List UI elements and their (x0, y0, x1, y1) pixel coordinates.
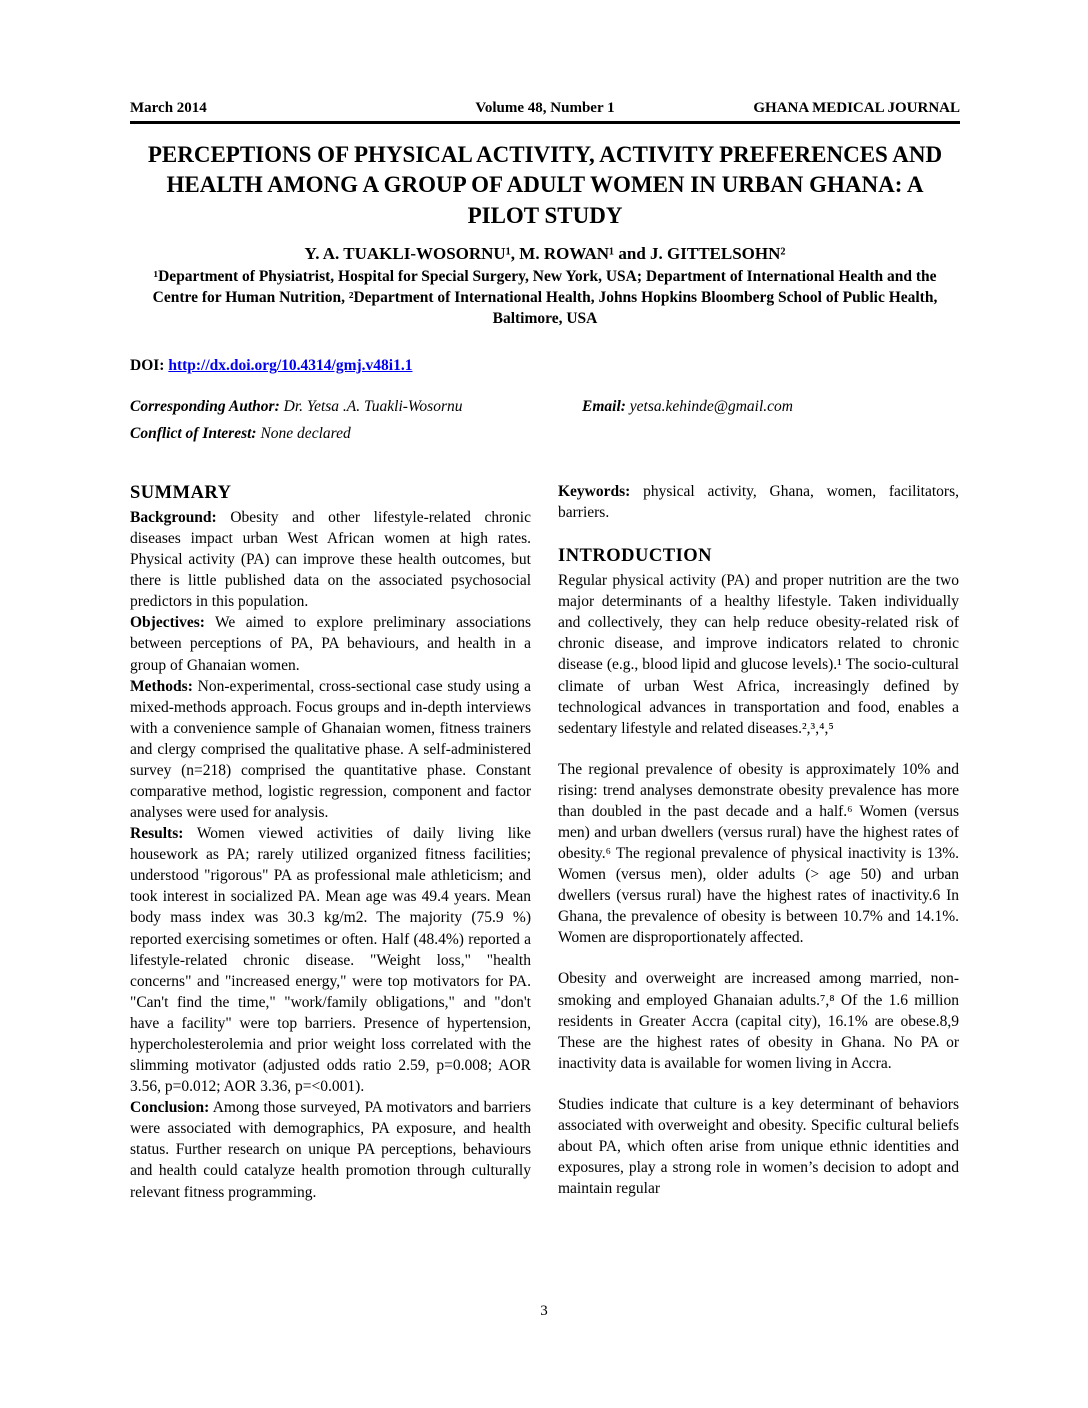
keywords (558, 481, 959, 523)
header-volume: Volume 48, Number 1 (475, 100, 615, 116)
introduction-paragraph: The regional prevalence of obesity is approximately 10% and rising: trend analyses demonstrate obesity prevalence has more than doubled in the past decade and a half.⁶ Women (versus men) and urban dwellers (versus rural) have the highest rates of obesity.⁶ The regional prevalence of physical inactivity is 13%. Women (versus men), older adults (> age 50) and urban dwellers (versus rural) have the highest rates of inactivity.6 In Ghana, the prevalence of obesity is between 10.7% and 14.1%. Women are disproportionately affected. (558, 760, 959, 947)
corresponding-label: Corresponding Author: (130, 397, 280, 415)
affiliations: ¹Department of Physiatrist, Hospital for Special Surgery, New York, USA; Department of International Health and the Centre for Human Nutrition, ²Department of International Health, Johns Hopkins Bloomberg School of Public Health, Baltimore, USA (152, 268, 938, 327)
conflict-of-interest (130, 425, 351, 443)
summary-background-text: Obesity and other lifestyle-related chronic diseases impact urban West African women at high rates. Physical activity (PA) can improve these health outcomes, but there is little published data on the associated psychosocial predictors in this population. (130, 509, 531, 611)
introduction-paragraph: Studies indicate that culture is a key determinant of behaviors associated with overweight and obesity. Specific cultural beliefs about PA, which often arise from unique ethnic identities and exposures, play a strong role in women’s decision to adopt and maintain regular (558, 1095, 959, 1198)
summary-objectives (130, 612, 531, 675)
header-journal: GHANA MEDICAL JOURNAL (753, 100, 961, 116)
email (582, 398, 793, 416)
keywords-label: Keywords: (558, 482, 631, 500)
summary-conclusion-text: Among those surveyed, PA motivators and barriers were associated with demographics, PA exposure, and health status. Further research on unique PA perceptions, behaviours and health could catalyze health promotion through culturally relevant fitness programming. (130, 1099, 531, 1201)
conflict-label: Conflict of Interest: (130, 424, 257, 442)
page-number: 3 (540, 1303, 548, 1319)
summary-background (130, 507, 531, 612)
conflict-row (130, 425, 960, 443)
summary-methods-label: Methods: (130, 677, 193, 695)
summary-objectives-text: We aimed to explore preliminary associations between perceptions of PA, PA behaviours, and health in a group of Ghanaian women. (130, 614, 531, 674)
summary-results-label: Results: (130, 825, 184, 843)
summary-conclusion-label: Conclusion: (130, 1099, 210, 1117)
keywords-text: physical activity, Ghana, women, facilitators, barriers. (558, 482, 959, 521)
summary-methods (130, 676, 531, 824)
header-rule (130, 121, 960, 124)
summary-results-text: Women viewed activities of daily living like housework as PA; rarely utilized organized fitness facilities; understood "rigorous" PA as professional male athleticism; and took interest in socialized PA. Mean age was 49.4 years. Mean body mass index was 30.3 kg/m2. The majority (75.9 %) reported exercising sometimes or often. Half (48.4%) reported a lifestyle-related chronic disease. "Weight loss," "health concerns" and "increased energy," were top motivators for PA. "Can't find the time," "work/family obligations," and "don't have a facility" were top barriers. Presence of hypertension, hypercholesterolemia and prior weight loss correlated with the slimming motivator (adjusted odds ratio 2.59, p=0.008; AOR 3.56, p=0.012; AOR 3.36, p=<0.001). (130, 825, 531, 1096)
doi-label: DOI: (130, 356, 165, 374)
corresponding-value: Dr. Yetsa .A. Tuakli-Wosornu (283, 397, 463, 415)
doi-link[interactable]: http://dx.doi.org/10.4314/gmj.v48i1.1 (168, 356, 413, 374)
doi-line (130, 357, 960, 375)
summary-objectives-label: Objectives: (130, 614, 205, 632)
conflict-value: None declared (260, 424, 351, 442)
summary-conclusion (130, 1097, 531, 1202)
email-value: yetsa.kehinde@gmail.com (629, 397, 793, 415)
header-date: March 2014 (130, 100, 207, 116)
summary-background-label: Background: (130, 509, 217, 526)
email-label: Email: (582, 397, 626, 415)
summary-heading: SUMMARY (130, 482, 232, 503)
running-header (130, 100, 960, 117)
left-column (130, 481, 531, 1219)
summary-methods-text: Non-experimental, cross-sectional case study using a mixed-methods approach. Focus groups and in-depth interviews with a convenience sample of Ghanaian women, fitness trainers and clergy comprised the qualitative phase. A self-administered survey (n=218) comprised the quantitative phase. Constant comparative method, logistic regression, component and factor analyses were used for analysis. (130, 677, 531, 822)
introduction-paragraph: Regular physical activity (PA) and proper nutrition are the two major determinants of a healthy lifestyle. Taken individually and collectively, they can help reduce obesity-related risk of chronic disease, and improve indicators related to chronic disease (e.g., blood lipid and glucose levels).¹ The socio-cultural climate of urban West Africa, increasingly defined by technological advances in transportation and food, enables a sedentary lifestyle and related diseases.²,³,⁴,⁵ (558, 572, 959, 737)
introduction-heading: INTRODUCTION (558, 546, 713, 566)
right-column (558, 481, 959, 1219)
corresponding-row (130, 398, 960, 416)
article-title: PERCEPTIONS OF PHYSICAL ACTIVITY, ACTIVITY PREFERENCES AND HEALTH AMONG A GROUP OF ADULT WOMEN IN URBAN GHANA: A PILOT STUDY (147, 142, 943, 228)
corresponding-author (130, 398, 582, 416)
summary-results (130, 823, 531, 1097)
article-body (130, 481, 960, 1219)
authors-line: Y. A. TUAKLI-WOSORNU¹, M. ROWAN¹ and J. GITTELSOHN² (304, 244, 786, 264)
introduction-paragraph: Obesity and overweight are increased among married, non-smoking and employed Ghanaian adults.⁷,⁸ Of the 1.6 million residents in Greater Accra (capital city), 16.1% are obese.8,9 These are the highest rates of obesity in Ghana. No PA or inactivity data is available for women living in Accra. (558, 970, 959, 1072)
